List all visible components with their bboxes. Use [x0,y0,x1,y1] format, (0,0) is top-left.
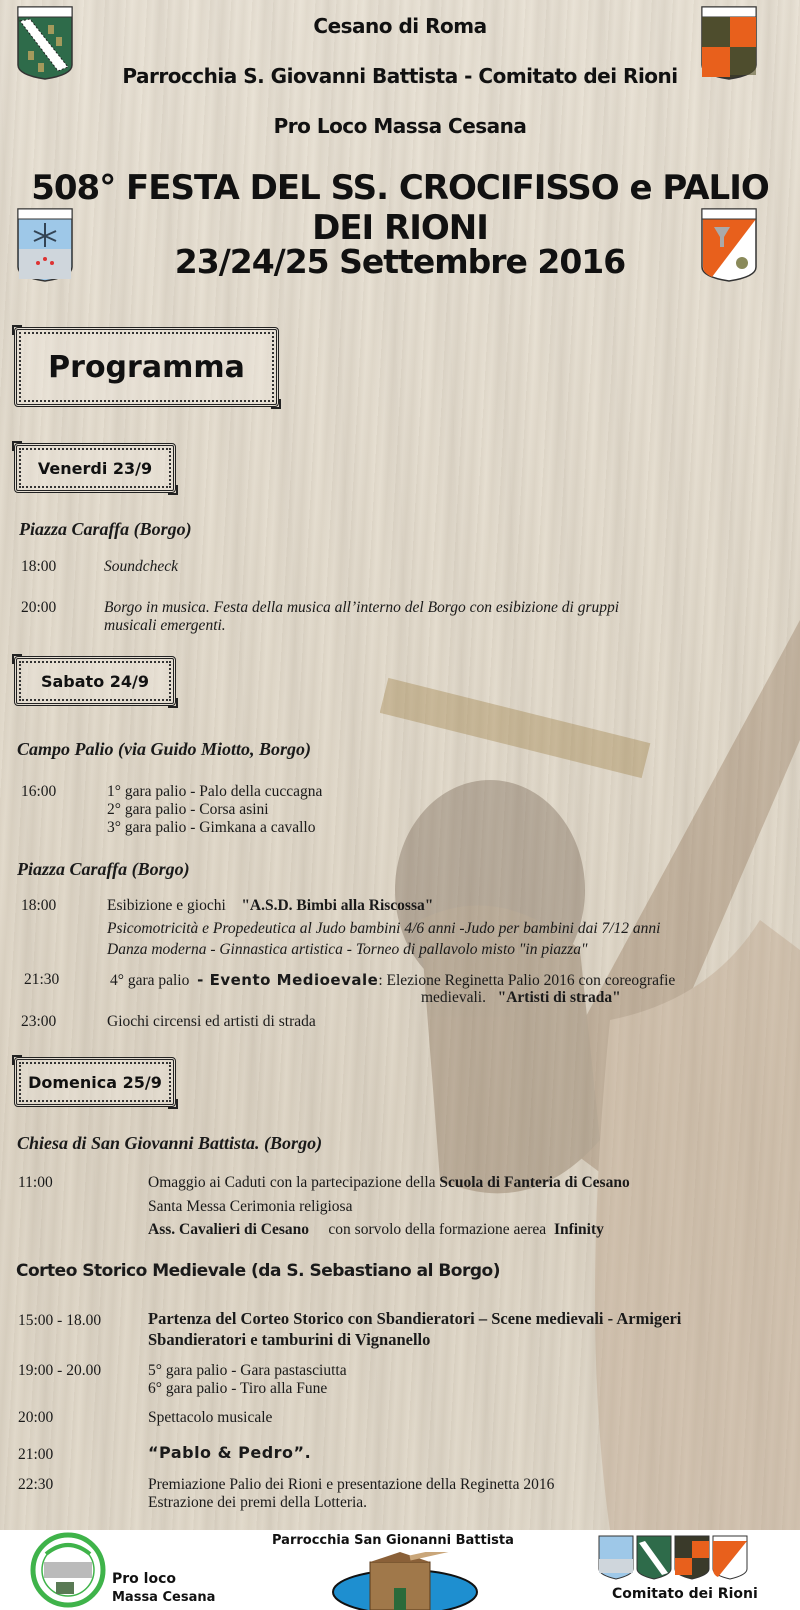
event-time: 18:00 [21,558,57,575]
event-text-main: Esibizione e giochi [107,897,226,914]
crucifix-background-image [380,620,800,1530]
comitato-label: Comitato dei Rioni [612,1586,758,1602]
event-text: Soundcheck [104,558,179,575]
event-text: Borgo in musica. Festa della musica all’interno del Borgo con esibizione di gruppi [104,599,620,616]
day-heading-friday: Venerdi 23/9 [14,443,176,493]
event-text: 2° gara palio - Corsa asini [107,801,269,818]
parish-name: Parrocchia San Gionanni Battista [272,1533,514,1548]
event-text: 3° gara palio - Gimkana a cavallo [107,819,316,836]
location-heading: Piazza Caraffa (Borgo) [17,859,190,879]
event-text-cont: Estrazione dei premi della Lotteria. [148,1494,368,1511]
event-time: 18:00 [21,897,57,914]
event-time: 11:00 [18,1174,53,1191]
footer [0,1530,800,1610]
event-time: 15:00 - 18.00 [18,1312,102,1329]
event-text: Spettacolo musicale [148,1409,273,1426]
event-time: 21:30 [24,971,60,988]
event-time: 23:00 [21,1013,57,1030]
event-title: 508° FESTA DEL SS. CROCIFISSO e PALIO DEI RIONI [31,168,769,248]
event-text-main: con sorvolo della formazione aerea [328,1221,547,1238]
event-text-cont: musicali emergenti. [104,617,226,634]
day-heading-saturday: Sabato 24/9 [14,656,176,706]
event-time: 16:00 [21,783,57,800]
event-text-bold: Scuola di Fanteria di Cesano [439,1174,630,1191]
event-text-bold: Partenza del Corteo Storico con Sbandieratori – Scene medievali - Armigeri [148,1309,682,1328]
location-heading: Campo Palio (via Guido Miotto, Borgo) [17,739,312,759]
church-logo-icon [330,1552,480,1610]
location-heading: Chiesa di San Giovanni Battista. (Borgo) [17,1133,323,1153]
organizers-line: Parrocchia S. Giovanni Battista - Comitato dei Rioni [122,64,678,88]
location-heading: Corteo Storico Medievale (da S. Sebastiano al Borgo) [16,1261,500,1281]
event-text: 1° gara palio - Palo della cuccagna [107,783,323,800]
event-time: 20:00 [21,599,57,616]
event-time: 21:00 [18,1446,54,1463]
event-text [110,971,675,990]
event-text-bold: "A.S.D. Bimbi alla Riscossa" [241,897,434,914]
event-text-rest: : Elezione Reginetta Palio 2016 con coreografie [378,972,676,989]
programma-heading: Programma [14,327,279,407]
event-text-cont [421,989,621,1007]
event-highlight: - Evento Medioevale [197,971,379,989]
event-text-rest: medievali. [421,989,486,1006]
town-name: Cesano di Roma [313,14,487,38]
event-highlight: “Pablo & Pedro”. [148,1443,312,1462]
event-text: 6° gara palio - Tiro alla Fune [148,1380,328,1397]
event-time: 20:00 [18,1409,54,1426]
event-text-bold: Infinity [553,1221,604,1238]
rioni-shields-icon [598,1535,748,1581]
event-text-bold: "Artisti di strada" [497,989,621,1006]
proloco-name-line1: Pro loco [112,1571,176,1587]
event-text-bold: Ass. Cavalieri di Cesano [148,1221,310,1238]
event-text: Santa Messa Cerimonia religiosa [148,1198,353,1215]
event-text [148,1174,630,1192]
event-dates: 23/24/25 Settembre 2016 [174,242,626,281]
event-text: Premiazione Palio dei Rioni e presentazione della Reginetta 2016 [148,1476,555,1493]
event-text-main: 4° gara palio [110,972,190,989]
event-text-main: Omaggio ai Caduti con la partecipazione della [148,1174,436,1191]
event-subtext: Danza moderna - Ginnastica artistica - Torneo di pallavolo misto "in piazza" [107,941,588,958]
day-heading-sunday: Domenica 25/9 [14,1057,176,1107]
proloco-name-line2: Massa Cesana [112,1590,216,1605]
event-text-bold: Sbandieratori e tamburini di Vignanello [148,1330,431,1349]
event-time: 22:30 [18,1476,54,1493]
event-text: Giochi circensi ed artisti di strada [107,1013,316,1030]
rioni-shields [598,1535,748,1586]
proloco-line: Pro Loco Massa Cesana [273,114,527,138]
event-text [148,1221,604,1239]
event-text: 5° gara palio - Gara pastasciutta [148,1362,347,1379]
event-text [107,897,433,915]
event-time: 19:00 - 20.00 [18,1362,102,1379]
proloco-logo-icon [30,1532,106,1608]
event-subtext: Psicomotricità e Propedeutica al Judo bambini 4/6 anni -Judo per bambini dai 7/12 anni [107,920,661,937]
location-heading: Piazza Caraffa (Borgo) [19,519,192,539]
